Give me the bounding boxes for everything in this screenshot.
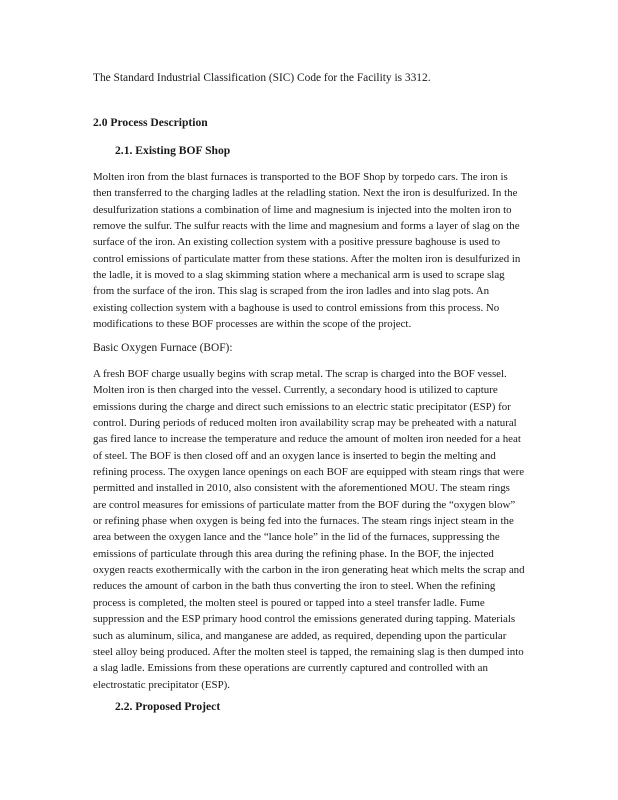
section-2-heading: 2.0 Process Description <box>93 116 208 129</box>
sic-code-statement: The Standard Industrial Classification (SIC) Code for the Facility is 3312. <box>93 72 431 84</box>
existing-bof-shop-paragraph: Molten iron from the blast furnaces is transported to the BOF Shop by torpedo cars. The iron is then transferred to the charging ladles at the reladling station. Next the iron is desulfurized. In the desulfurization stations a combination of lime and magnesium is injected into the molten iron to remove the sulfur. The sulfur reacts with the lime and magnesium and forms a layer of slag on the surface of the iron. An existing collection system with a positive pressure baghouse is used to control emissions of particulate matter from these stations. After the molten iron is desulfurized in the ladle, it is moved to a slag skimming station where a mechanical arm is used to scrape slag from the surface of the iron. This slag is scraped from the iron ladles and into slag pots. An existing collection system with a baghouse is used to control emissions from this process. No modifications to these BOF processes are within the scope of the project. <box>93 171 521 331</box>
bof-paragraph: A fresh BOF charge usually begins with scrap metal. The scrap is charged into the BOF vessel. Molten iron is then charged into the vessel. Currently, a secondary hood is utilized to capture emissions during the charge and direct such emissions to an electric static precipitator (ESP) for control. During periods of reduced molten iron availability scrap may be preheated with a natural gas fired lance to increase the temperature and reduce the amount of molten iron needed for a heat of steel. The BOF is then closed off and an oxygen lance is inserted to begin the melting and refining process. The oxygen lance openings on each BOF are equipped with steam rings that were permitted and installed in 2010, also consistent with the aforementioned MOU. The steam rings are control measures for emissions of particulate matter from the BOF during the “oxygen blow” or refining phase when oxygen is being fed into the furnaces. The steam rings inject steam in the area between the oxygen lance and the “lance hole” in the lid of the furnaces, suppressing the emissions of particulate through this area during the refining phase. In the BOF, the injected oxygen reacts exothermically with the carbon in the iron generating heat which melts the scrap and reduces the amount of carbon in the bath thus converting the iron to steel. When the refining process is completed, the molten steel is poured or tapped into a steel transfer ladle. Fume suppression and the ESP primary hood control the emissions generated during tapping. Materials such as aluminum, silica, and manganese are added, as required, depending upon the particular steel alloy being produced. After the molten steel is tapped, the remaining slag is then dumped into a slag ladle. Emissions from these operations are currently captured and controlled with an electrostatic precipitator (ESP). <box>93 368 525 691</box>
section-2-2-heading: 2.2. Proposed Project <box>115 700 221 713</box>
bof-subheading: Basic Oxygen Furnace (BOF): <box>93 342 233 354</box>
section-2-1-heading: 2.1. Existing BOF Shop <box>115 144 231 157</box>
